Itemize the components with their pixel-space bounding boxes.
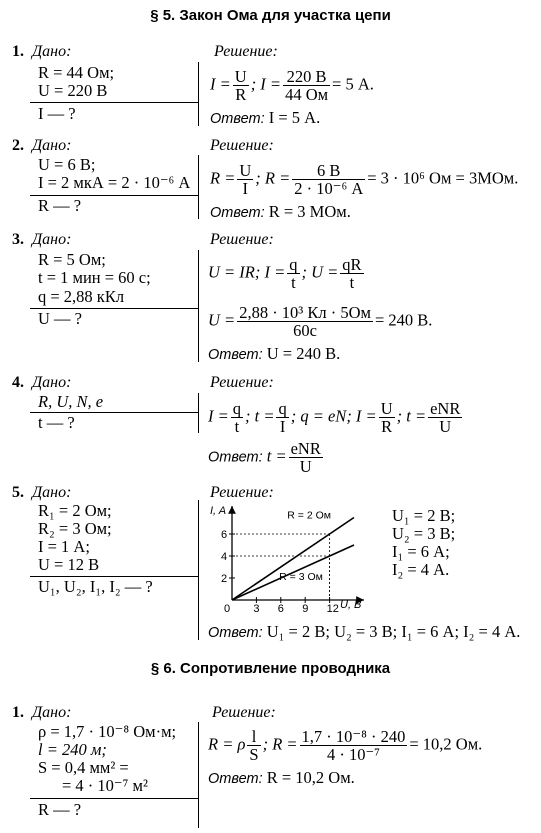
reshenie-label: Решение: <box>210 374 274 391</box>
result-line: I₁ = 6 А; <box>392 542 450 561</box>
frac-den: U <box>299 457 312 476</box>
given-line: S = 0,4 мм² = <box>38 758 129 777</box>
answer-text: U₁ = 2 В; U₂ = 3 В; I₁ = 6 А; I₂ = 4 А. <box>266 622 521 641</box>
problem-number: 4. <box>12 374 24 391</box>
answer-line <box>208 440 325 475</box>
given-line: R₁ = 2 Ом; <box>38 501 112 520</box>
reshenie-label: Решение: <box>210 137 274 154</box>
frac-den: R <box>235 85 247 104</box>
answer-text: R = 10,2 Ом. <box>266 768 355 787</box>
frac-den: S <box>249 745 259 764</box>
result-line: I₂ = 4 А. <box>392 560 450 579</box>
divider <box>198 722 199 828</box>
frac-num: eNR <box>430 399 461 418</box>
frac-num: U <box>239 161 252 180</box>
frac-num: qR <box>342 255 362 274</box>
given-line: t = 1 мин = 60 с; <box>38 268 151 287</box>
frac-num: 220 В <box>283 68 330 86</box>
solution-formula <box>208 728 482 763</box>
otvet-label: Ответ: <box>208 625 263 641</box>
given-line: R, U, N, e <box>38 392 104 411</box>
given-line: R = 5 Ом; <box>38 250 106 269</box>
section5-title: § 5. Закон Ома для участка цепи <box>150 7 391 24</box>
result-line: U₁ = 2 В; <box>392 506 456 525</box>
formula-text: ; I = <box>250 74 282 94</box>
answer-text: U = 240 В. <box>266 344 341 363</box>
given-line: = 4 · 10⁻⁷ м² <box>62 776 148 795</box>
frac-den: I <box>242 179 249 198</box>
otvet-label: Ответ: <box>208 347 263 363</box>
reshenie-label: Решение: <box>214 43 278 60</box>
answer-text: R = 3 МОм. <box>268 202 351 221</box>
answer-line <box>208 344 340 364</box>
formula-text: ; q = eN; I = <box>290 406 377 426</box>
x-tick-label: 6 <box>277 603 284 615</box>
dano-label: Дано: <box>32 231 72 248</box>
frac-den: t <box>349 273 355 292</box>
find-line: U — ? <box>38 309 82 328</box>
otvet-label: Ответ: <box>208 771 263 787</box>
find-line: U₁, U₂, I₁, I₂ — ? <box>38 577 153 596</box>
frac-den: 2 · 10⁻⁶ А <box>294 179 364 198</box>
dano-label: Дано: <box>32 484 72 501</box>
answer-line <box>208 768 355 788</box>
frac-num: q <box>278 399 287 418</box>
dano-label: Дано: <box>32 43 72 60</box>
formula-text: ; U = <box>301 262 339 282</box>
frac-num: l <box>247 728 260 746</box>
frac-num: 1,7 · 10⁻⁸ · 240 <box>301 727 406 746</box>
divider <box>198 155 199 219</box>
series-label: R = 3 Ом <box>279 571 323 584</box>
formula-text: U = IR; I = <box>208 262 286 282</box>
y-axis-label: I, A <box>210 505 227 517</box>
dano-label: Дано: <box>32 704 72 721</box>
y-tick-label: 6 <box>221 529 228 541</box>
formula-text: I = <box>208 406 229 426</box>
series-label: R = 2 Ом <box>287 509 332 522</box>
find-line: R — ? <box>38 196 82 215</box>
divider <box>198 500 199 640</box>
solution-formula <box>210 162 518 197</box>
frac-num: eNR <box>290 439 321 458</box>
problem-number: 5. <box>12 484 24 501</box>
formula-text: ; R = <box>255 168 291 188</box>
formula-text: U = <box>208 310 236 330</box>
divider <box>198 393 199 433</box>
given-line: R = 44 Ом; <box>38 63 115 82</box>
frac-den: t <box>291 273 296 292</box>
frac-den: 60с <box>293 321 317 340</box>
given-line: I = 1 А; <box>38 537 90 556</box>
find-line: I — ? <box>38 104 76 123</box>
frac-den: I <box>279 417 286 436</box>
x-axis-label: U, В <box>340 599 362 611</box>
given-line: ρ = 1,7 · 10⁻⁸ Ом·м; <box>38 722 177 741</box>
frac-den: U <box>439 417 452 436</box>
dano-label: Дано: <box>32 137 72 154</box>
formula-text: = 3 · 10⁶ Ом = 3МОм. <box>367 168 519 188</box>
divider <box>198 62 199 126</box>
frac-num: U <box>380 399 393 418</box>
find-line: R — ? <box>38 800 82 819</box>
frac-den: 44 Ом <box>285 85 329 104</box>
iv-chart <box>204 500 368 618</box>
solution-formula <box>208 400 464 435</box>
formula-text: I = <box>210 74 231 94</box>
frac-num: q <box>289 255 298 274</box>
formula-text: ; t = <box>396 406 427 426</box>
given-line: U = 12 В <box>38 555 100 574</box>
solution-formula <box>210 68 374 103</box>
frac-num: U <box>234 67 247 86</box>
problem-number: 1. <box>12 43 24 60</box>
frac-num: 2,88 · 10³ Кл · 5Ом <box>239 303 371 322</box>
answer-text: I = 5 А. <box>268 108 321 127</box>
reshenie-label: Решение: <box>212 704 276 721</box>
answer-line <box>210 108 320 128</box>
origin-label: 0 <box>224 603 231 615</box>
frac-den: t <box>234 417 240 436</box>
section6-title: § 6. Сопротивление проводника <box>150 660 391 677</box>
dano-label: Дано: <box>32 374 72 391</box>
reshenie-label: Решение: <box>210 231 274 248</box>
result-line: U₂ = 3 В; <box>392 524 456 543</box>
answer-line <box>208 622 520 642</box>
given-line: R₂ = 3 Ом; <box>38 519 112 538</box>
otvet-label: Ответ: <box>208 449 263 466</box>
frac-den: R <box>381 417 393 436</box>
formula-text: ; t = <box>245 406 275 426</box>
formula-text: ; R = <box>262 734 298 754</box>
otvet-label: Ответ: <box>210 205 265 221</box>
given-line: U = 220 В <box>38 81 108 100</box>
frac-den: 4 · 10⁻⁷ <box>326 745 380 764</box>
problem-number: 1. <box>12 704 24 721</box>
frac-num: 6 В <box>292 162 365 180</box>
solution-formula <box>208 304 432 339</box>
solution-formula <box>208 256 366 291</box>
answer-text: t = <box>266 446 287 466</box>
y-tick-label: 4 <box>221 551 228 563</box>
series-line <box>232 518 354 601</box>
divider <box>198 250 199 362</box>
otvet-label: Ответ: <box>210 111 265 127</box>
given-line: I = 2 мкА = 2 · 10⁻⁶ А <box>38 173 191 192</box>
y-tick-label: 2 <box>221 573 228 585</box>
given-line: q = 2,88 кКл <box>38 287 125 306</box>
problem-number: 2. <box>12 137 24 154</box>
problem-number: 3. <box>12 231 24 248</box>
given-line: l = 240 м; <box>38 740 107 759</box>
frac-num: q <box>232 399 242 418</box>
answer-line <box>210 202 351 222</box>
formula-text: R = <box>210 168 236 188</box>
formula-text: = 5 А. <box>332 74 374 94</box>
x-tick-label: 12 <box>326 603 339 615</box>
find-line: t — ? <box>38 413 75 432</box>
formula-text: R = ρ <box>208 734 246 754</box>
formula-text: = 240 В. <box>374 310 433 330</box>
x-tick-label: 3 <box>253 603 260 615</box>
formula-text: = 10,2 Ом. <box>409 734 483 754</box>
given-line: U = 6 В; <box>38 155 96 174</box>
reshenie-label: Решение: <box>210 484 274 501</box>
x-tick-label: 9 <box>302 603 309 615</box>
